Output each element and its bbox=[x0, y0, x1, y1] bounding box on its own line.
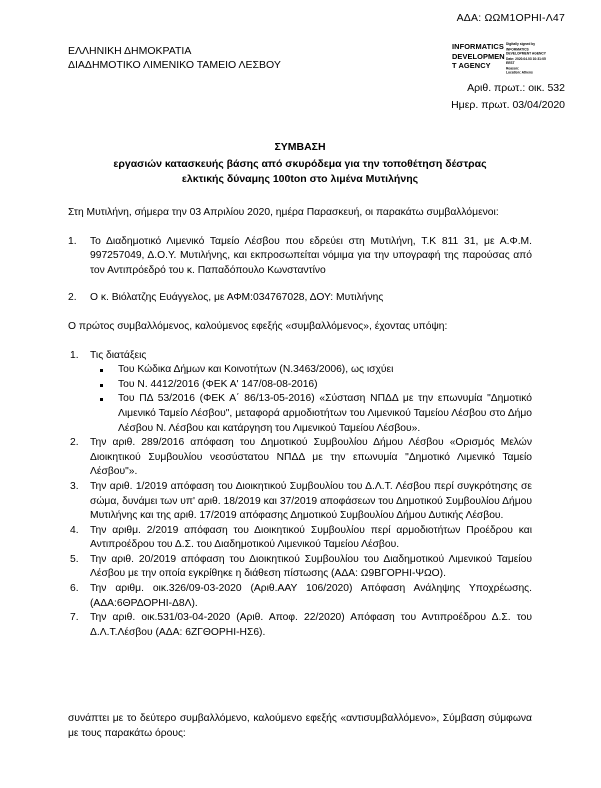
document-body bbox=[68, 206, 532, 640]
organization-block bbox=[68, 44, 281, 72]
document-subtitle-line-1: εργασιών κατασκευής βάσης από σκυρόδεμα για την τοποθέτηση δέστρας bbox=[113, 157, 487, 170]
list-item: Την αριθμ. οικ.326/09-03-2020 (Αριθ.ΑΑΥ 106/2020) Απόφαση Ανάληψης Υποχρέωσης. (ΑΔΑ:6ΘΡΔΟΡΗΙ-Δ8Λ). bbox=[90, 583, 532, 609]
list-item: Το Διαδημοτικό Λιμενικό Ταμείο Λέσβου που εδρεύει στη Μυτιλήνη, Τ.Κ 811 31, με Α.Φ.Μ. 997257049, Δ.Ο.Υ. Μυτιλήνης, και εκπροσωπείται νόμιμα για την υπογραφή της παρούσας από τον Αντιπρόεδρό του κ. Παπαδόπουλο Κωνσταντίνο bbox=[90, 235, 532, 276]
document-header bbox=[0, 44, 601, 124]
list-item: Ο κ. Βιόλατζης Ευάγγελος, με ΑΦΜ:034767028, ΔΟΥ: Μυτιλήνης bbox=[90, 292, 384, 304]
legal-provisions-bullets bbox=[90, 363, 532, 436]
list-item bbox=[68, 349, 532, 437]
protocol-block bbox=[0, 80, 565, 114]
list-item: Την αριθ. 20/2019 απόφαση του Διοικητικού Συμβουλίου του Διαδημοτικού Λιμενικού Ταμείου Λέσβου με την οποία εγκρίθηκε η διάθεση πίστωσης (ΑΔΑ: Ω9ΒΓΟΡΗΙ-ΨΩΟ). bbox=[90, 553, 532, 580]
digital-signature-stamp bbox=[452, 42, 592, 84]
closing-paragraph: συνάπτει με το δεύτερο συμβαλλόμενο, καλούμενο εφεξής «αντισυμβαλλόμενο», Σύμβαση σύμφωνα με τους παρακάτω όρους: bbox=[68, 713, 532, 739]
intro-paragraph: Στη Μυτιλήνη, σήμερα την 03 Απριλίου 2020, ημέρα Παρασκευή, οι παρακάτω συμβαλλόμενοι: bbox=[68, 207, 499, 218]
signature-agency-line-2: DEVELOPMEN bbox=[452, 51, 505, 61]
contracting-parties-list bbox=[68, 235, 532, 306]
organization-line-2: ΔΙΑΔΗΜΟΤΙΚΟ ΛΙΜΕΝΙΚΟ ΤΑΜΕΙΟ ΛΕΣΒΟΥ bbox=[68, 59, 281, 71]
signature-detail-line-6: Reason: bbox=[506, 65, 520, 70]
list-item: Την αριθ. 1/2019 απόφαση του Διοικητικού Συμβουλίου του Δ.Λ.Τ. Λέσβου περί συγκρότησης σε σώμα, δυνάμει των υπ' αριθ. 18/2019 και 37/2019 αποφάσεων του Δημοτικού Συμβουλίου Δήμου Μυτιλήνης και της αριθ. 17/2019 απόφασης Δημοτικού Συμβουλίου Δήμου Δυτικής Λέσβου. bbox=[90, 480, 532, 522]
signature-detail-line-5: EEST bbox=[506, 60, 515, 66]
list-item: Του ΠΔ 53/2016 (ΦΕΚ Α΄ 86/13-05-2016) «Σύσταση ΝΠΔΔ με την επωνυμία "Δημοτικό Λιμενικό Ταμείο Λέσβου", μεταφορά αρμοδιοτήτων του Λιμενικού Ταμείου Λέσβου στο Δήμο Λέσβου Ν. Λέσβου και κατάργηση του Λιμενικού Ταμείου Λέσβου». bbox=[90, 392, 532, 436]
signature-agency-line-3: T AGENCY bbox=[452, 61, 491, 71]
signature-detail-line-1: Digitally signed by bbox=[506, 42, 536, 47]
whereas-intro-paragraph: Ο πρώτος συμβαλλόμενος, καλούμενος εφεξής «συμβαλλόμενος», έχοντας υπόψη: bbox=[68, 320, 448, 332]
signature-detail-line-3: DEVELOPMENT AGENCY bbox=[506, 51, 546, 56]
ada-reference-header: ΑΔΑ: ΩΩΜ1ΟΡΗΙ-Λ47 bbox=[456, 12, 565, 24]
list-item-text: Τις διατάξεις bbox=[90, 349, 147, 361]
signature-agency-line-1: INFORMATICS bbox=[452, 42, 504, 51]
document-subtitle-line-2: ελκτικής δύναμης 100ton στο λιμένα Μυτιλήνης bbox=[181, 173, 419, 185]
signature-detail-line-7: Location: Athens bbox=[506, 70, 533, 75]
protocol-date: Ημερ. πρωτ. 03/04/2020 bbox=[451, 99, 565, 111]
signature-detail-block bbox=[506, 42, 592, 75]
considerations-list bbox=[68, 349, 532, 641]
list-item: Του Κώδικα Δήμων και Κοινοτήτων (Ν.3463/2006), ως ισχύει bbox=[90, 363, 532, 378]
signature-detail-line-2: INFORMATICS bbox=[506, 46, 529, 51]
organization-line-1: ΕΛΛΗΝΙΚΗ ΔΗΜΟΚΡΑΤΙΑ bbox=[68, 45, 192, 57]
list-item: Την αριθ. οικ.531/03-04-2020 (Αριθ. Αποφ. 22/2020) Απόφαση του Αντιπροέδρου Δ.Σ. του Δ.Λ.Τ.Λέσβου (ΑΔΑ: 6ΖΓΘΟΡΗΙ-ΗΣ6). bbox=[90, 612, 532, 638]
list-item: Του Ν. 4412/2016 (ΦΕΚ Α' 147/08-08-2016) bbox=[90, 378, 532, 393]
list-item: Την αριθμ. 2/2019 απόφαση του Διοικητικού Συμβουλίου περί αρμοδιοτήτων Προέδρου και Αντιπροέδρου του Δ.Σ. του Διαδημοτικού Λιμενικού Ταμείου Λέσβου. bbox=[90, 524, 532, 551]
signature-detail-line-4: Date: 2020.04.03 10:31:05 bbox=[506, 56, 546, 61]
page-title: ΣΥΜΒΑΣΗ bbox=[274, 141, 326, 153]
signature-agency-name bbox=[452, 42, 504, 71]
document-title-block bbox=[68, 140, 532, 188]
protocol-number: Αριθ. πρωτ.: οικ. 532 bbox=[467, 82, 565, 94]
list-item: Την αριθ. 289/2016 απόφαση του Δημοτικού Συμβουλίου Δήμου Λέσβου «Ορισμός Μελών Διοικητικού Συμβουλίου νεοσύστατου ΝΠΔΔ με την επωνυμία "Δημοτικό Λιμενικό Ταμείο Λέσβου"». bbox=[90, 437, 532, 478]
